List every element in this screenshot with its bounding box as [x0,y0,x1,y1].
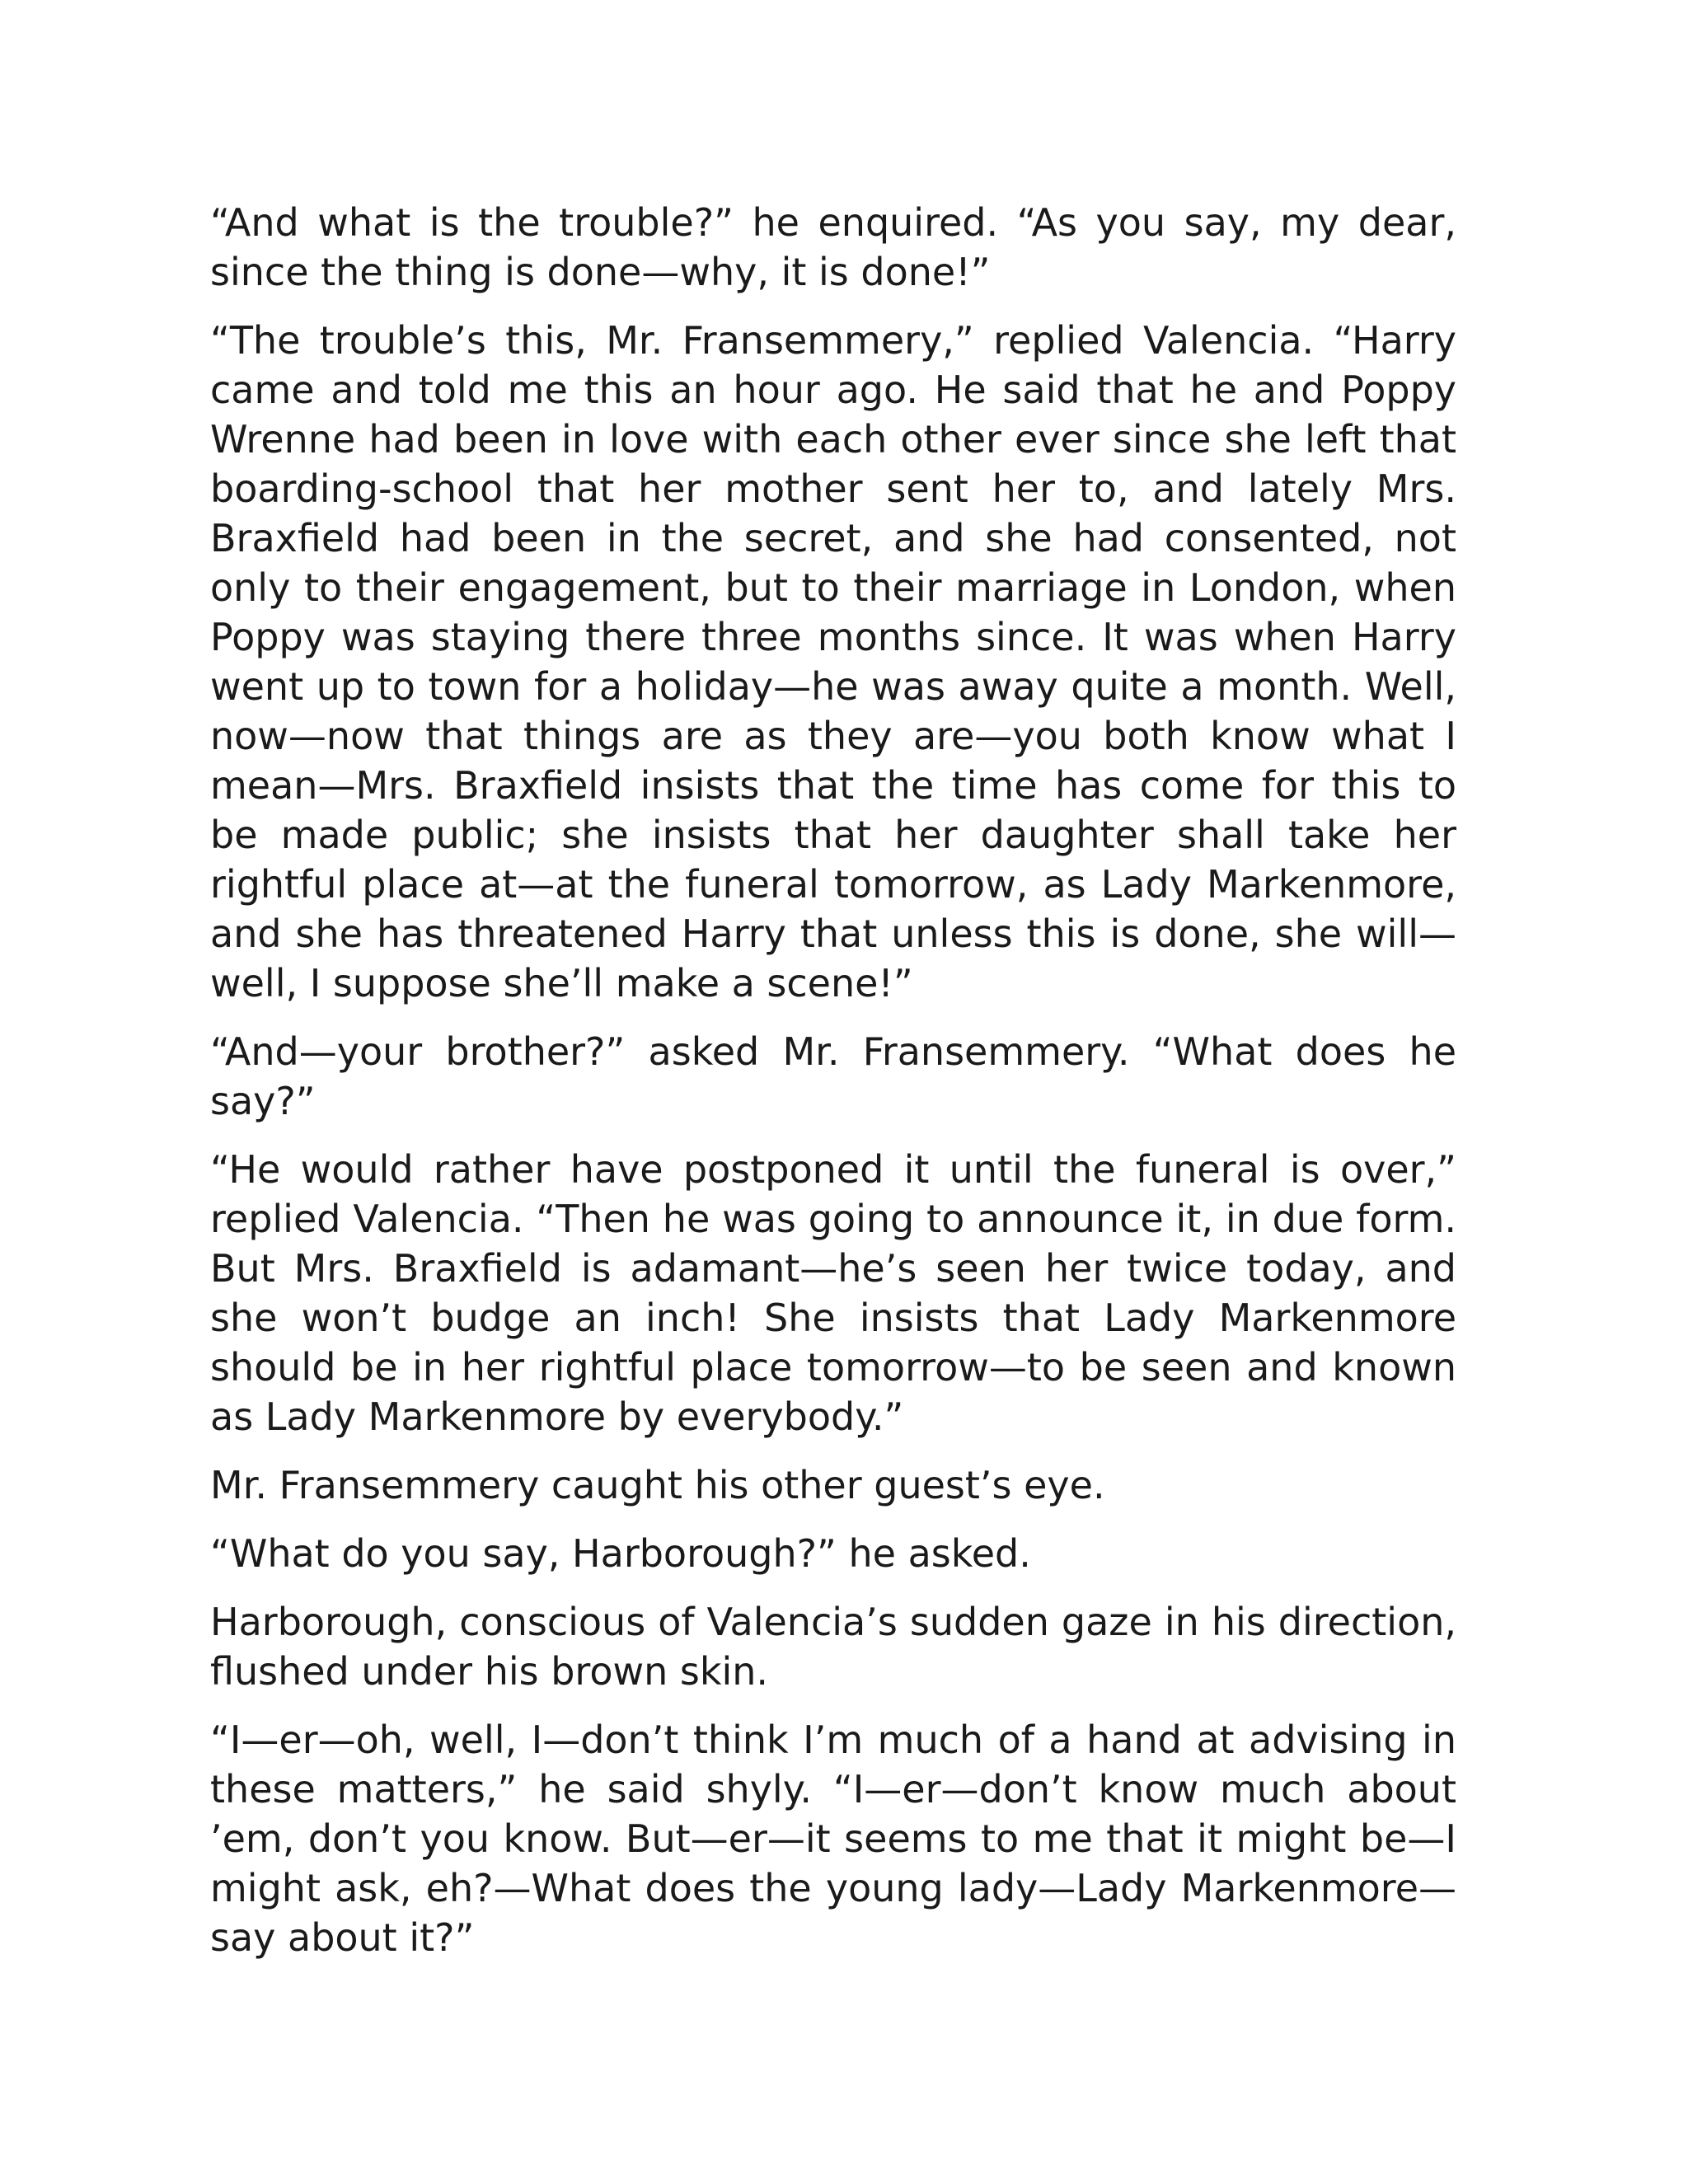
paragraph-6: “What do you say, Harborough?” he asked. [210,1531,1031,1576]
paragraph-4: “He would rather have postponed it until the funeral is over,” replied Valencia. “Then he was going to announce it, in due form. But Mrs. Braxfield is adamant—he’s seen her twice today, and she won’t budge an inch! She insists that Lady Markenmore should be in her rightful place tomorrow—to be seen and known as Lady Markenmore by everybody.” [210,1147,1456,1439]
paragraph-7: Harborough, conscious of Valencia’s sudden gaze in his direction, flushed under his brown skin. [210,1600,1456,1694]
paragraph-5: Mr. Fransemmery caught his other guest’s eye. [210,1463,1105,1507]
paragraph-8: “I—er—oh, well, I—don’t think I’m much of a hand at advising in these matters,” he said shyly. “I—er—don’t know much about ’em, don’t you know. But—er—it seems to me that it might be—I might ask, eh?—What does the young lady—Lady Markenmore—say about it?” [210,1718,1456,1960]
page-body-text [210,198,1456,1981]
paragraph-1: “And what is the trouble?” he enquired. “As you say, my dear, since the thing is done—why, it is done!” [210,200,1456,294]
paragraph-2: “The trouble’s this, Mr. Fransemmery,” replied Valencia. “Harry came and told me this an hour ago. He said that he and Poppy Wrenne had been in love with each other ever since she left that boarding-school that her mother sent her to, and lately Mrs. Braxfield had been in the secret, and she had consented, not only to their engagement, but to their marriage in London, when Poppy was staying there three months since. It was when Harry went up to town for a holiday—he was away quite a month. Well, now—now that things are as they are—you both know what I mean—Mrs. Braxfield insists that the time has come for this to be made public; she insists that her daughter shall take her rightful place at—at the funeral tomorrow, as Lady Markenmore, and she has threatened Harry that unless this is done, she will—well, I suppose she’ll make a scene!” [210,318,1456,1005]
paragraph-3: “And—your brother?” asked Mr. Fransemmery. “What does he say?” [210,1029,1456,1123]
